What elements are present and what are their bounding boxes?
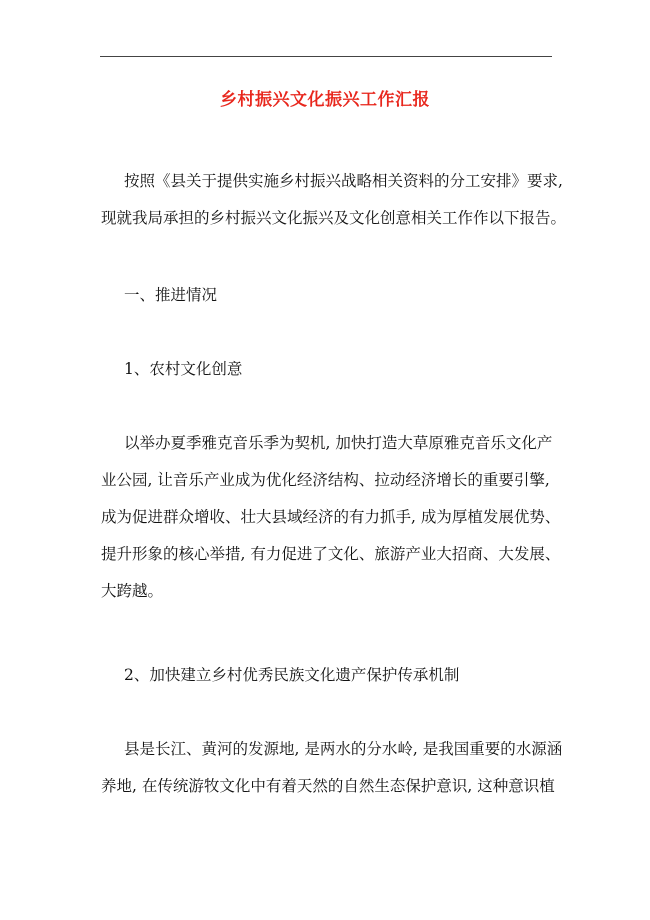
- item1-paragraph: [101, 425, 561, 610]
- item-heading-rural-culture: 1、农村文化创意: [124, 360, 243, 378]
- item1-line-3: 成为促进群众增收、壮大县域经济的有力抓手, 成为厚植发展优势、: [101, 508, 561, 526]
- intro-line-2: 现就我局承担的乡村振兴文化振兴及文化创意相关工作作以下报告。: [101, 209, 567, 227]
- item1-line-2: 业公园, 让音乐产业成为优化经济结构、拉动经济增长的重要引擎,: [101, 471, 550, 489]
- item1-line-1: 以举办夏季雅克音乐季为契机, 加快打造大草原雅克音乐文化产: [124, 434, 553, 452]
- item2-line-1: 县是长江、黄河的发源地, 是两水的分水岭, 是我国重要的水源涵: [124, 740, 563, 758]
- item-heading-heritage: 2、加快建立乡村优秀民族文化遗产保护传承机制: [124, 666, 460, 684]
- document-title: 乡村振兴文化振兴工作汇报: [220, 90, 430, 110]
- item2-paragraph: [101, 731, 563, 805]
- section-heading-progress: 一、推进情况: [124, 286, 218, 304]
- header-rule: [100, 56, 552, 57]
- item1-line-5: 大跨越。: [101, 582, 164, 600]
- item2-line-2: 养地, 在传统游牧文化中有着天然的自然生态保护意识, 这种意识植: [101, 777, 555, 795]
- item1-line-4: 提升形象的核心举措, 有力促进了文化、旅游产业大招商、大发展、: [101, 545, 561, 563]
- intro-line-1: 按照《县关于提供实施乡村振兴战略相关资料的分工安排》要求,: [124, 172, 563, 190]
- intro-paragraph: [101, 163, 567, 237]
